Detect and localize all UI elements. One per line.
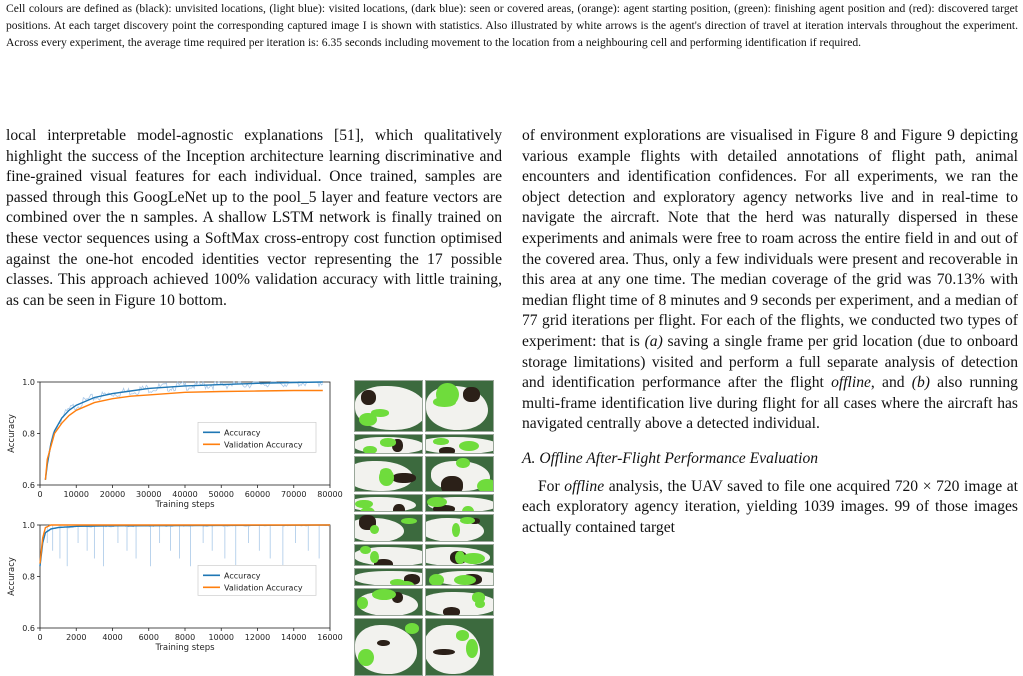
y-tick-label: 1.0 xyxy=(22,378,35,387)
sample-thumbnail xyxy=(354,494,423,512)
sample-thumbnail xyxy=(425,544,494,566)
x-axis-label: Training steps xyxy=(155,500,215,510)
y-tick-label: 0.8 xyxy=(22,429,35,439)
y-tick-label: 0.8 xyxy=(22,572,35,582)
x-tick-label: 30000 xyxy=(136,490,162,499)
sample-thumbnail xyxy=(354,434,423,454)
legend-label: Validation Accuracy xyxy=(224,583,303,593)
sample-thumbnail xyxy=(425,456,494,492)
validation-accuracy-line xyxy=(40,525,330,564)
sample-thumbnail xyxy=(354,588,423,616)
sample-thumbnail xyxy=(425,434,494,454)
y-tick-label: 0.6 xyxy=(22,624,35,633)
x-tick-label: 70000 xyxy=(281,490,307,499)
x-tick-label: 12000 xyxy=(244,633,271,642)
legend-label: Validation Accuracy xyxy=(224,440,303,450)
legend-label: Accuracy xyxy=(224,428,261,438)
x-tick-label: 14000 xyxy=(281,633,307,642)
left-column xyxy=(6,126,502,311)
y-tick-label: 0.6 xyxy=(22,481,35,490)
y-tick-label: 1.0 xyxy=(22,521,35,530)
y-axis-label: Accuracy xyxy=(7,557,17,596)
left-paragraph: local interpretable model-agnostic explanations [51], which qualitatively highlight the success of the Inception architecture learning discriminative and fine-grained visual features for each individual. Once trained, samples are passed through this GoogLeNet up to the pool_5 layer and feature vectors are combined over the n samples. A shallow LSTM network is finally trained on these vector sequences using a SoftMax cross-entropy cost function optimised against the one-hot encoded identities vector representing the 17 possible classes. This approach achieved 100% validation accuracy with little training, as can be seen in Figure 10 bottom. xyxy=(6,127,502,309)
legend-label: Accuracy xyxy=(224,571,261,581)
x-tick-label: 40000 xyxy=(172,490,198,499)
right-paragraph-1: of environment explorations are visualised in Figure 8 and Figure 9 depicting various example flights with detailed annotations of flight path, animal encounters and identification confidences. For all experiments, we ran the object detection and exploratory agency networks live and in real-time to navigate the aircraft. Note that the herd was naturally dispersed in these experiments and animals were free to roam across the entire field in and out of the covered area. Thus, only a few individuals were present and recoverable in this area at any one time. The median coverage of the grid was 70.13% with median flight time of 8 minutes and 9 seconds per experiment, and a median of 77 grid iterations per flight. For each of the flights, we conducted two types of experiment: that is (a) saving a single frame per grid location (due to onboard storage limitations) visited and perform a full separate analysis of detection and identification performance after the flight offline, and (b) also running multi-frame identification live during flight for all cases where the aircraft has navigated centrally above a detected individual. xyxy=(522,127,1018,433)
x-tick-label: 6000 xyxy=(138,633,159,642)
x-tick-label: 4000 xyxy=(102,633,123,642)
y-axis-label: Accuracy xyxy=(7,414,17,453)
training-plots xyxy=(0,378,350,673)
x-tick-label: 20000 xyxy=(99,490,126,499)
sample-thumbnail xyxy=(425,588,494,616)
accuracy-raw-line xyxy=(40,525,330,566)
x-tick-label: 10000 xyxy=(208,633,234,642)
x-tick-label: 0 xyxy=(37,490,43,499)
figure-caption: Cell colours are defined as (black): unvisited locations, (light blue): visited locations, (dark blue): seen or covered areas, (orange): agent starting position, (green): finishing agent position and (red): discovered target positions. At each target discovery point the corresponding captured image I is shown with statistics. Also illustrated by white arrows is the agent's direction of travel at iteration intervals throughout the experiment. Across every experiment, the average time required per iteration is: 6.35 seconds including movement to the location from a neighbouring cell and performing identification if required. xyxy=(6,2,1018,50)
sample-thumbnail xyxy=(425,494,494,512)
sample-thumbnail xyxy=(425,514,494,542)
x-tick-label: 8000 xyxy=(174,633,196,642)
x-tick-label: 16000 xyxy=(317,633,343,642)
sample-thumbnail xyxy=(354,544,423,566)
accuracy-line xyxy=(40,525,330,566)
sample-thumbnail xyxy=(354,380,423,432)
sample-thumbnail xyxy=(354,618,423,676)
sample-thumbnail xyxy=(354,568,423,586)
figure-10 xyxy=(0,378,502,673)
sample-thumbnail xyxy=(425,568,494,586)
sample-thumbnail xyxy=(354,456,423,492)
right-column xyxy=(522,126,1018,538)
sample-thumbnail xyxy=(425,380,494,432)
x-tick-label: 50000 xyxy=(208,490,234,499)
x-tick-label: 80000 xyxy=(317,490,343,499)
section-heading: A. Offline After-Flight Performance Evaluation xyxy=(522,449,819,467)
sample-thumbnail xyxy=(425,618,494,676)
x-axis-label: Training steps xyxy=(155,643,215,653)
x-tick-label: 0 xyxy=(37,633,43,642)
x-tick-label: 10000 xyxy=(63,490,89,499)
x-tick-label: 60000 xyxy=(244,490,271,499)
right-paragraph-2: For offline analysis, the UAV saved to file one acquired 720 × 720 image at each exploratory agency iteration, yielding 1039 images. 99 of those images actually contained target xyxy=(522,477,1019,536)
x-tick-label: 2000 xyxy=(66,633,87,642)
sample-thumbnail xyxy=(354,514,423,542)
